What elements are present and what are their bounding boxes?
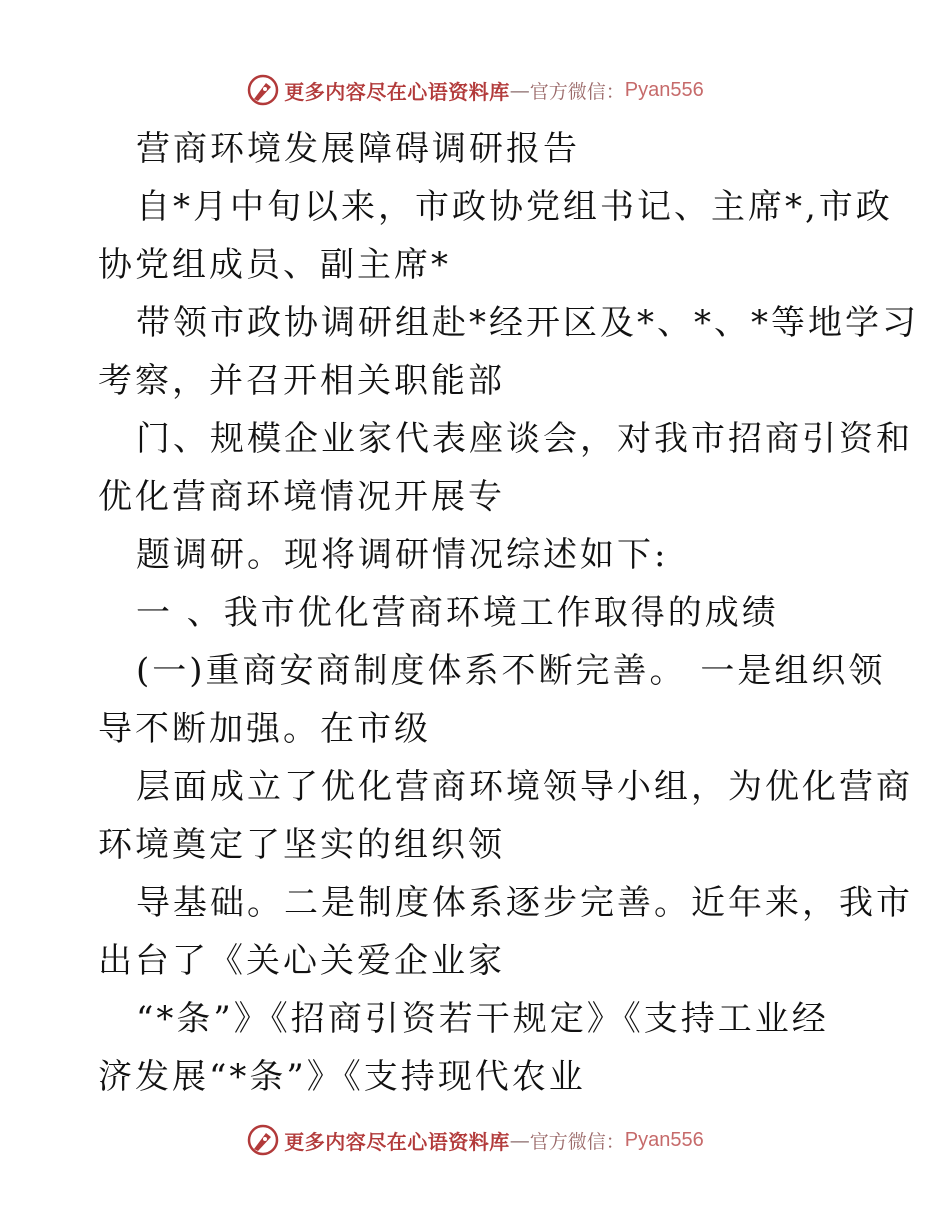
- paragraph-line: 导不断加强。在市级: [98, 709, 431, 749]
- paragraph-line: 济发展“*条”》《支持现代农业: [98, 1057, 586, 1097]
- watermark-sub-text: 官方微信：: [529, 1130, 625, 1153]
- paragraph-line: 考察，并召开相关职能部: [98, 361, 505, 401]
- paragraph-line: 带领市政协调研组赴*经开区及*、*、*等地学习: [136, 303, 919, 343]
- watermark-dash: —: [509, 1128, 530, 1152]
- pen-nib-logo-icon: [246, 73, 280, 107]
- watermark-main-text: 更多内容尽在心语资料库: [284, 79, 510, 104]
- paragraph-line: 门、规模企业家代表座谈会，对我市招商引资和: [136, 419, 913, 459]
- watermark-sub-text: 官方微信：: [529, 80, 625, 103]
- watermark-dash: —: [509, 78, 530, 102]
- header-watermark: [0, 68, 950, 112]
- watermark-handle: Pyan556: [624, 78, 704, 101]
- paragraph-line: 题调研。现将调研情况综述如下:: [136, 535, 669, 575]
- paragraph-line: (一)重商安商制度体系不断完善。 一是组织领: [136, 651, 886, 691]
- document-title: 营商环境发展障碍调研报告: [136, 129, 580, 169]
- paragraph-line: 环境奠定了坚实的组织领: [98, 825, 505, 865]
- paragraph-line: 导基础。二是制度体系逐步完善。近年来，我市: [136, 883, 913, 923]
- paragraph-line: “*条”》《招商引资若干规定》《支持工业经: [136, 999, 829, 1039]
- watermark-main-text: 更多内容尽在心语资料库: [284, 1129, 510, 1154]
- paragraph-line: 自*月中旬以来，市政协党组书记、主席*,市政: [136, 187, 893, 227]
- section-heading: 一 、我市优化营商环境工作取得的成绩: [136, 593, 779, 633]
- footer-watermark: [0, 1118, 950, 1162]
- pen-nib-logo-icon: [246, 1123, 280, 1157]
- paragraph-line: 优化营商环境情况开展专: [98, 477, 505, 517]
- document-body: [98, 120, 919, 1106]
- paragraph-line: 出台了《关心关爱企业家: [98, 941, 505, 981]
- watermark-handle: Pyan556: [624, 1128, 704, 1151]
- paragraph-line: 协党组成员、副主席*: [98, 245, 451, 285]
- paragraph-line: 层面成立了优化营商环境领导小组，为优化营商: [136, 767, 913, 807]
